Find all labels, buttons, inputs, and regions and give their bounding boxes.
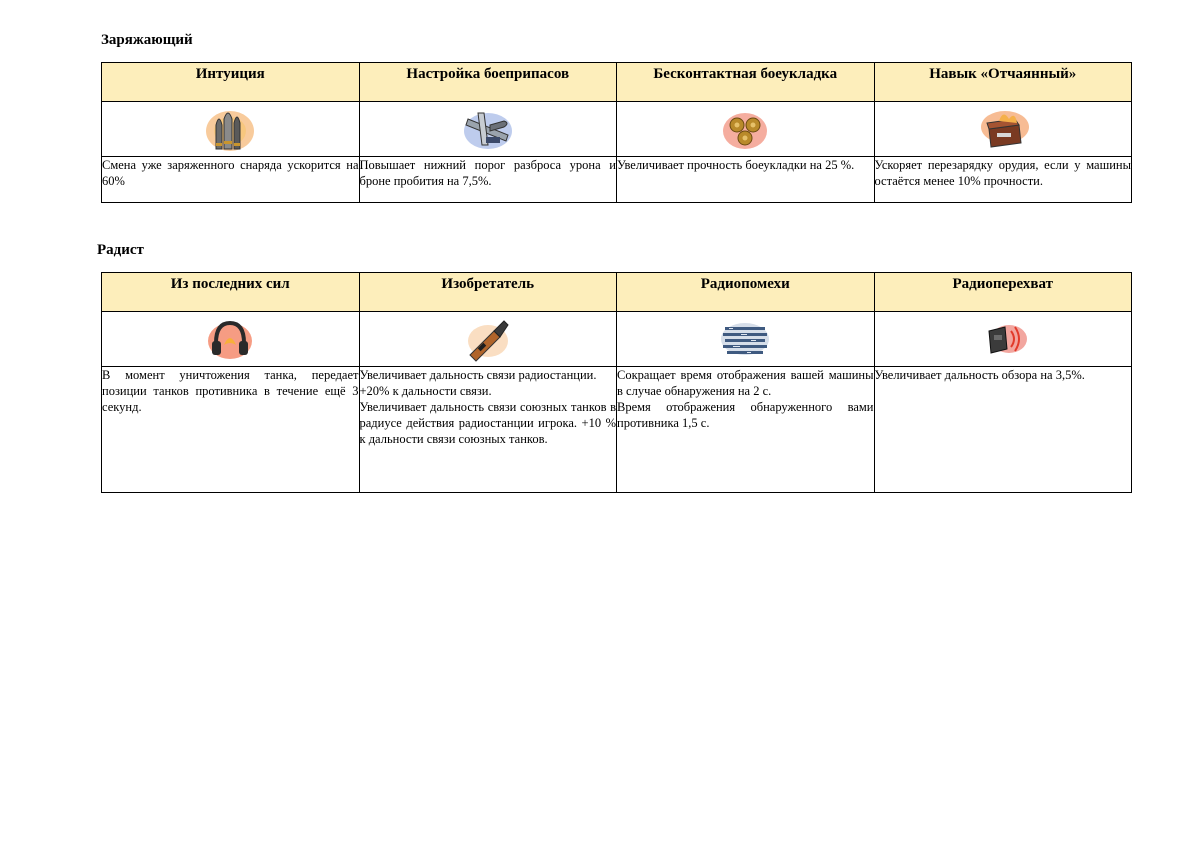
icon-cell [617,312,875,367]
table-header-row [102,273,1132,312]
icon-cell [874,312,1132,367]
table-icon-row [102,102,1132,157]
burning-ammo-box-icon [975,105,1031,153]
icon-cell [102,312,360,367]
table-desc-row [102,157,1132,203]
ammo-rack-icon [717,105,773,153]
skill-desc-radio-intercept: Увеличивает дальность обзора на 3,5%. [874,367,1132,493]
skill-desc-safe-stowage: Увеличивает прочность боеукладки на 25 %. [617,157,875,203]
table-header-row [102,63,1132,102]
icon-cell [359,102,617,157]
skill-desc-intuition: Смена уже заряженного снаряда ускорится на 60% [102,157,360,203]
radio-noise-icon [717,315,773,363]
skill-name-safe-stowage: Бесконтактная боеукладка [617,63,875,102]
skill-desc-radio-jamming: Сокращает время отображения вашей машины в случае обнаружения на 2 с. Время отображения обнаруженного вами противника 1,5 с. [617,367,875,493]
headphones-fire-icon [202,315,258,363]
caliper-shell-icon [460,105,516,153]
skill-desc-desperado: Ускоряет перезарядку орудия, если у машины остаётся менее 10% прочности. [874,157,1132,203]
skill-name-radio-intercept: Радиоперехват [874,273,1132,312]
icon-cell [874,102,1132,157]
skill-desc-last-effort: В момент уничтожения танка, передает позиции танков противника в течение ещё 3 секунд. [102,367,360,493]
skill-name-desperado: Навык «Отчаянный» [874,63,1132,102]
shells-icon [202,105,258,153]
radio-skills-table [101,272,1132,493]
table-icon-row [102,312,1132,367]
icon-cell [617,102,875,157]
skill-name-radio-jamming: Радиопомехи [617,273,875,312]
section-title-radio: Радист [97,242,144,258]
skill-name-intuition: Интуиция [102,63,360,102]
skill-desc-inventor: Увеличивает дальность связи радиостанции. +20% к дальности связи. Увеличивает дальность связи союзных танков в радиусе действия радиостанции игрока. +10 % к дальности связи союзных танков. [359,367,617,493]
skill-desc-ammo-tuning: Повышает нижний порог разброса урона и броне пробития на 7,5%. [359,157,617,203]
radio-intercept-icon [975,315,1031,363]
skill-name-ammo-tuning: Настройка боеприпасов [359,63,617,102]
loader-skills-table [101,62,1132,203]
skill-name-last-effort: Из последних сил [102,273,360,312]
section-title-loader: Заряжающий [101,32,193,48]
icon-cell [102,102,360,157]
skill-name-inventor: Изобретатель [359,273,617,312]
icon-cell [359,312,617,367]
table-desc-row [102,367,1132,493]
soldering-iron-icon [460,315,516,363]
